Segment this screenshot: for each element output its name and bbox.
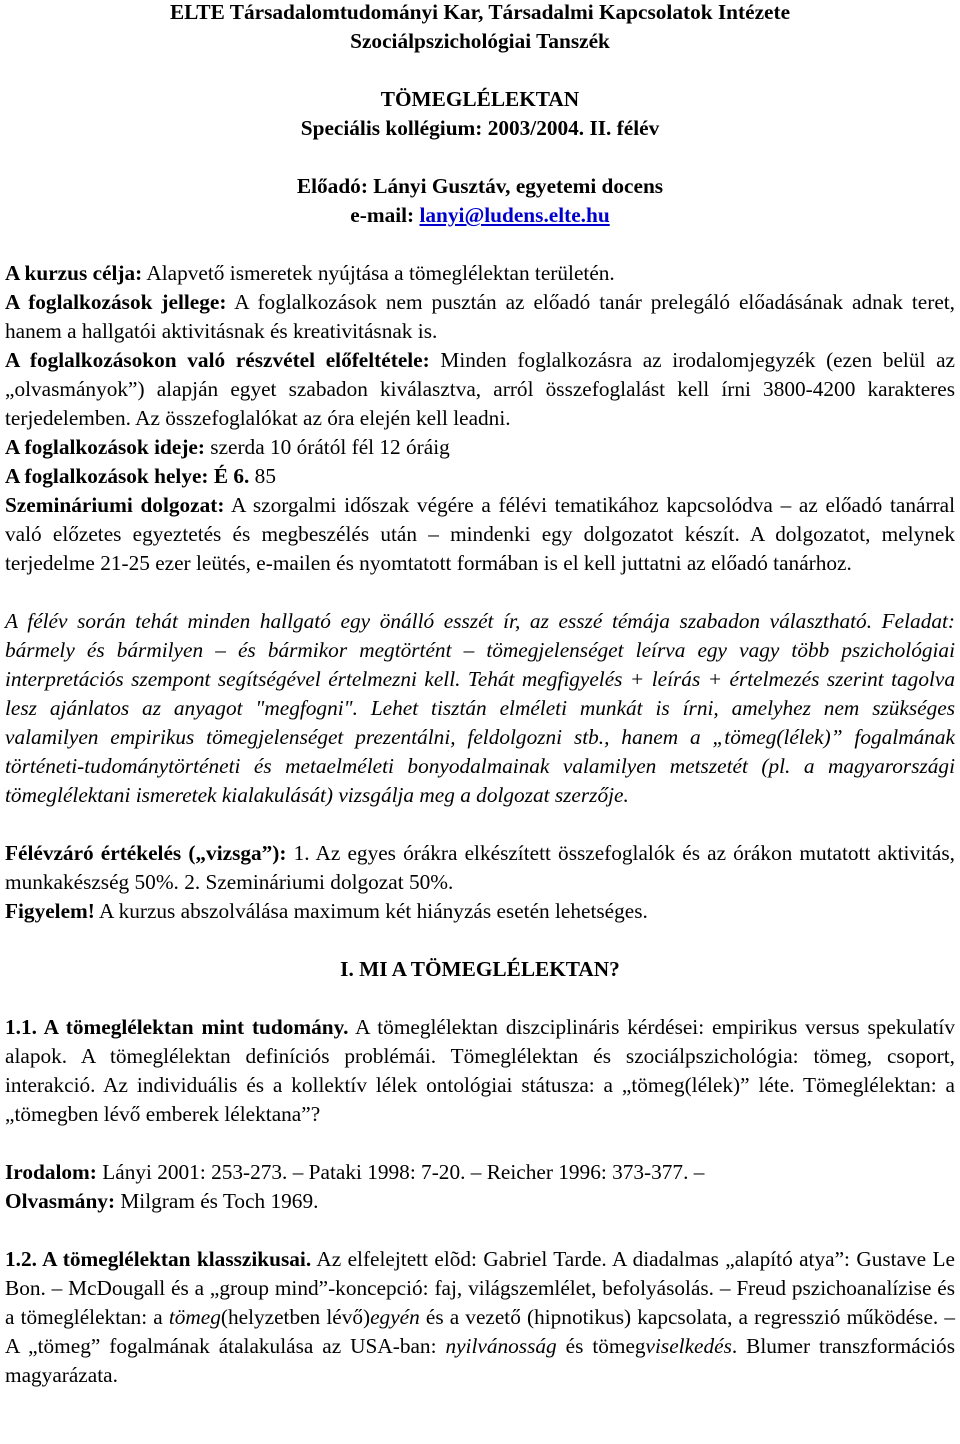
section-1-1: 1.1. A tömeglélektan mint tudomány. A tömeglélektan diszciplináris kérdései: empirikus versus spekulatív alapok. A tömeglélektan definíciós problémái. Tömeglélektan és szociálpszichológia: tömeg, csoport, interakció. Az individuális és a kollektív lélek ontológiai státusza: a „tömeg(lélek)” léte. Tömeglélektan: a „tömegben lévő emberek lélektana”? [5,1015,956,1126]
evaluation: Félévzáró értékelés („vizsga”): 1. Az egyes órákra elkészített összefoglalók és az órákon mutatott aktivitás, munkakészség 50%. 2. Szemináriumi dolgozat 50%. [5,841,955,894]
course-prerequisite: A foglalkozásokon való részvétel előfeltétele: Minden foglalkozásra az irodalomjegyzék (ezen belül az „olvasmányok”) alapján egyet szabadon kiválasztva, arról összefoglalást kell írni 3800-4200 karakteres terjedelemben. Az összefoglalókat az óra elején kell leadni. [5,348,955,430]
course-goal: A kurzus célja: Alapvető ismeretek nyújtása a tömeglélektan területén. [5,261,615,285]
institution-line-1: ELTE Társadalomtudományi Kar, Társadalmi Kapcsolatok Intézete [169,0,791,24]
course-time: A foglalkozások ideje: szerda 10 órától fél 12 óráig [5,435,450,459]
essay-note: A félév során tehát minden hallgató egy önálló esszét ír, az esszé témája szabadon választható. Feladat: bármely és bármilyen – és bármikor megtörtént – tömegjelenséget leírva egy vagy több pszichológiai interpretációs szempont segítségével értelmezni kell. Tehát megfigyelés + leírás + értelmezés szerint tagolva lesz ajánlatos az anyagot "megfogni". Lehet tisztán elméleti munkát is írni, amelyhez nem szükséges valamilyen empirikus tömegjelenséget prezentálni, feldolgozni stb., hanem a „tömeg(lélek)” fogalmának történeti-tudománytörténeti és metaelméleti bonyodalmainak valamilyen metszetét (pl. a magyarországi tömeglélektani ismeretek kialakulását) vizsgálja meg a dolgozat szerzője. [5,609,955,807]
email-line: e-mail: lanyi@ludens.elte.hu [350,203,610,227]
course-place: A foglalkozások helye: É 6. 85 [5,464,276,488]
institution-line-2: Szociálpszichológiai Tanszék [350,29,610,53]
course-nature: A foglalkozások jellege: A foglalkozások nem pusztán az előadó tanár prelegáló előadásának adnak teret, hanem a hallgatói aktivitásnak és kreativitásnak is. [5,290,956,343]
seminar-paper: Szemináriumi dolgozat: A szorgalmi időszak végére a félévi tematikához kapcsolódva – az előadó tanárral való előzetes egyeztetés és megbeszélés után – mindenki egy dolgozatot készít. A dolgozatot, melynek terjedelme 21-25 ezer leütés, e-mailen és nyomtatott formában is el kell juttatni az előadó tanárhoz. [5,493,956,575]
literature: Irodalom: Lányi 2001: 253-273. – Pataki 1998: 7-20. – Reicher 1996: 373-377. – [5,1160,705,1184]
section-title: I. MI A TÖMEGLÉLEKTAN? [340,957,620,981]
evaluation-warning: Figyelem! A kurzus abszolválása maximum két hiányzás esetén lehetséges. [5,899,648,923]
section-1-2: 1.2. A tömeglélektan klasszikusai. Az elfelejtett elõd: Gabriel Tarde. A diadalmas „alapító atya”: Gustave Le Bon. – McDougall és a „group mind”-koncepció: faj, világszemlélet, befolyásolás. – Freud pszichoanalízise és a tömeglélektan: a tömeg(helyzetben lévő)egyén és a vezető (hipnotikus) kapcsolata, a regresszió működése. – A „tömeg” fogalmának átalakulása az USA-ban: nyilvánosság és tömegviselkedés. Blumer transzformációs magyarázata. [5,1247,956,1387]
course-type: Speciális kollégium: 2003/2004. II. félév [300,116,660,140]
reading: Olvasmány: Milgram és Toch 1969. [5,1189,319,1213]
lecturer: Előadó: Lányi Gusztáv, egyetemi docens [296,174,664,198]
course-title: TÖMEGLÉLEKTAN [380,87,580,111]
email-link[interactable]: lanyi@ludens.elte.hu [419,203,610,227]
